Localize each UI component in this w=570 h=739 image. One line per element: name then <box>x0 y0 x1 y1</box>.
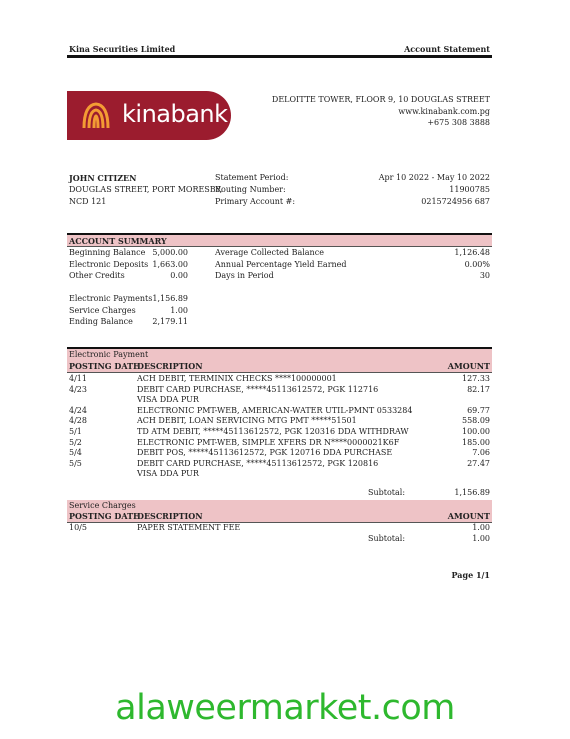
customer-block <box>69 172 222 208</box>
table-row <box>67 459 492 470</box>
other-credits-value: 0.00 <box>170 271 188 280</box>
ending-balance-label: Ending Balance <box>69 317 133 326</box>
document-title: Account Statement <box>404 44 490 54</box>
service-charges-header <box>67 500 492 522</box>
amount-cell: 82.17 <box>467 384 490 394</box>
sc-amount-header: AMOUNT <box>447 511 490 521</box>
table-row <box>67 438 492 449</box>
posting-date-cell: 5/1 <box>69 427 82 436</box>
customer-address-line1: DOUGLAS STREET, PORT MORESBY, <box>69 185 223 194</box>
apy-earned-value: 0.00% <box>464 259 490 269</box>
posting-date-header: POSTING DATE <box>69 361 140 371</box>
electronic-payment-title: Electronic Payment <box>69 350 149 359</box>
summary-right-values <box>454 247 490 282</box>
bank-address <box>272 94 490 129</box>
description-cell: ELECTRONIC PMT-WEB, AMERICAN-WATER UTIL-PMNT 0533284 <box>137 405 413 415</box>
statement-period-label: Statement Period: <box>215 173 289 182</box>
service-charges-title: Service Charges <box>69 501 136 510</box>
table-row <box>67 469 492 480</box>
logo-wordmark: kinabank <box>122 100 228 128</box>
description-cell: TD ATM DEBIT, *****45113612572, PGK 120316 DDA WITHDRAW <box>137 427 409 436</box>
table-row <box>67 416 492 427</box>
days-in-period-value: 30 <box>479 271 490 280</box>
description-header: DESCRIPTION <box>137 361 203 371</box>
primary-account-value: 0215724956 687 <box>421 197 490 206</box>
amount-cell: 127.33 <box>462 374 490 383</box>
summary-left-values <box>140 247 188 282</box>
description-cell: VISA DDA PUR <box>137 395 199 405</box>
other-credits-label: Other Credits <box>69 271 125 280</box>
service-charges-value: 1.00 <box>170 305 188 315</box>
posting-date-cell: 5/5 <box>69 458 82 468</box>
description-cell: ACH DEBIT, TERMINIX CHECKS ****100000001 <box>137 374 337 383</box>
sc-posting-date-header: POSTING DATE <box>69 511 140 521</box>
description-cell: DEBIT CARD PURCHASE, *****45113612572, PGK 120816 <box>137 458 379 468</box>
beginning-balance-label: Beginning Balance <box>69 248 146 257</box>
ending-balance-value: 2,179.11 <box>152 317 188 326</box>
table-row <box>67 406 492 417</box>
statement-info-values <box>379 172 490 208</box>
amount-cell: 27.47 <box>467 458 490 468</box>
routing-number-label: Routing Number: <box>215 185 286 194</box>
electronic-payments-value: 1,156.89 <box>152 294 188 303</box>
posting-date-cell: 4/24 <box>69 405 87 415</box>
page-number: Page 1/1 <box>451 570 490 580</box>
service-charges-label: Service Charges <box>69 305 136 315</box>
days-in-period-label: Days in Period <box>215 271 274 280</box>
posting-date-cell: 4/23 <box>69 384 87 394</box>
electronic-payments-label: Electronic Payments <box>69 294 153 303</box>
kinabank-logo <box>67 91 231 140</box>
table-row <box>67 427 492 438</box>
description-cell: PAPER STATEMENT FEE <box>137 523 241 532</box>
customer-address-line2: NCD 121 <box>69 197 107 206</box>
table-row <box>67 523 492 534</box>
account-summary-header <box>67 235 492 246</box>
amount-cell: 185.00 <box>462 437 490 447</box>
description-cell: ELECTRONIC PMT-WEB, SIMPLE XFERS DR N****0000021K6F <box>137 437 400 447</box>
bank-website: www.kinabank.com.pg <box>398 106 490 116</box>
description-cell: ACH DEBIT, LOAN SERVICING MTG PMT *****51501 <box>137 416 357 426</box>
avg-collected-balance-label: Average Collected Balance <box>215 248 324 257</box>
header-rule <box>67 55 492 58</box>
summary-left2-values <box>140 293 188 328</box>
electronic-payment-header <box>67 349 492 372</box>
posting-date-cell: 4/28 <box>69 416 87 426</box>
posting-date-cell: 4/11 <box>69 374 87 383</box>
description-cell: VISA DDA PUR <box>137 469 199 479</box>
electronic-deposits-label: Electronic Deposits <box>69 259 149 269</box>
avg-collected-balance-value: 1,126.48 <box>454 248 490 257</box>
amount-header: AMOUNT <box>447 361 490 371</box>
table-row <box>67 395 492 406</box>
amount-cell: 100.00 <box>462 427 490 436</box>
bank-address-street: DELOITTE TOWER, FLOOR 9, 10 DOUGLAS STREET <box>271 95 490 104</box>
table-row <box>67 374 492 385</box>
customer-name: JOHN CITIZEN <box>69 173 137 183</box>
beginning-balance-value: 5,000.00 <box>152 248 188 257</box>
table-row <box>67 385 492 396</box>
description-cell: DEBIT POS, *****45113612572, PGK 120716 DDA PURCHASE <box>137 448 393 458</box>
table-row <box>67 448 492 459</box>
statement-info-labels <box>215 172 295 208</box>
routing-number-value: 11900785 <box>449 185 490 194</box>
summary-left-labels <box>69 247 148 282</box>
posting-date-cell: 10/5 <box>69 523 87 532</box>
amount-cell: 1.00 <box>472 523 490 532</box>
sc-description-header: DESCRIPTION <box>137 511 203 521</box>
apy-earned-label: Annual Percentage Yield Earned <box>215 259 347 269</box>
posting-date-cell: 5/2 <box>69 437 82 447</box>
service-subtotal-label: Subtotal: <box>368 534 406 543</box>
kina-shell-icon <box>81 101 111 131</box>
posting-date-cell: 5/4 <box>69 448 82 458</box>
amount-cell: 558.09 <box>462 416 490 426</box>
statement-period-value: Apr 10 2022 - May 10 2022 <box>378 173 490 182</box>
amount-cell: 7.06 <box>472 448 490 458</box>
amount-cell: 69.77 <box>467 405 490 415</box>
watermark-text: alaweermarket.com <box>115 688 455 728</box>
description-cell: DEBIT CARD PURCHASE, *****45113612572, PGK 112716 <box>137 384 379 394</box>
account-summary-title: ACCOUNT SUMMARY <box>69 236 167 246</box>
payments-subtotal-value: 1,156.89 <box>454 488 490 497</box>
service-subtotal-value: 1.00 <box>472 534 490 543</box>
bank-phone: +675 308 3888 <box>427 118 490 127</box>
primary-account-label: Primary Account #: <box>215 197 296 206</box>
company-name: Kina Securities Limited <box>69 44 176 54</box>
summary-right-labels <box>215 247 347 282</box>
electronic-deposits-value: 1,663.00 <box>152 259 188 269</box>
payments-subtotal-label: Subtotal: <box>368 488 406 497</box>
payments-header-rule <box>67 372 492 373</box>
